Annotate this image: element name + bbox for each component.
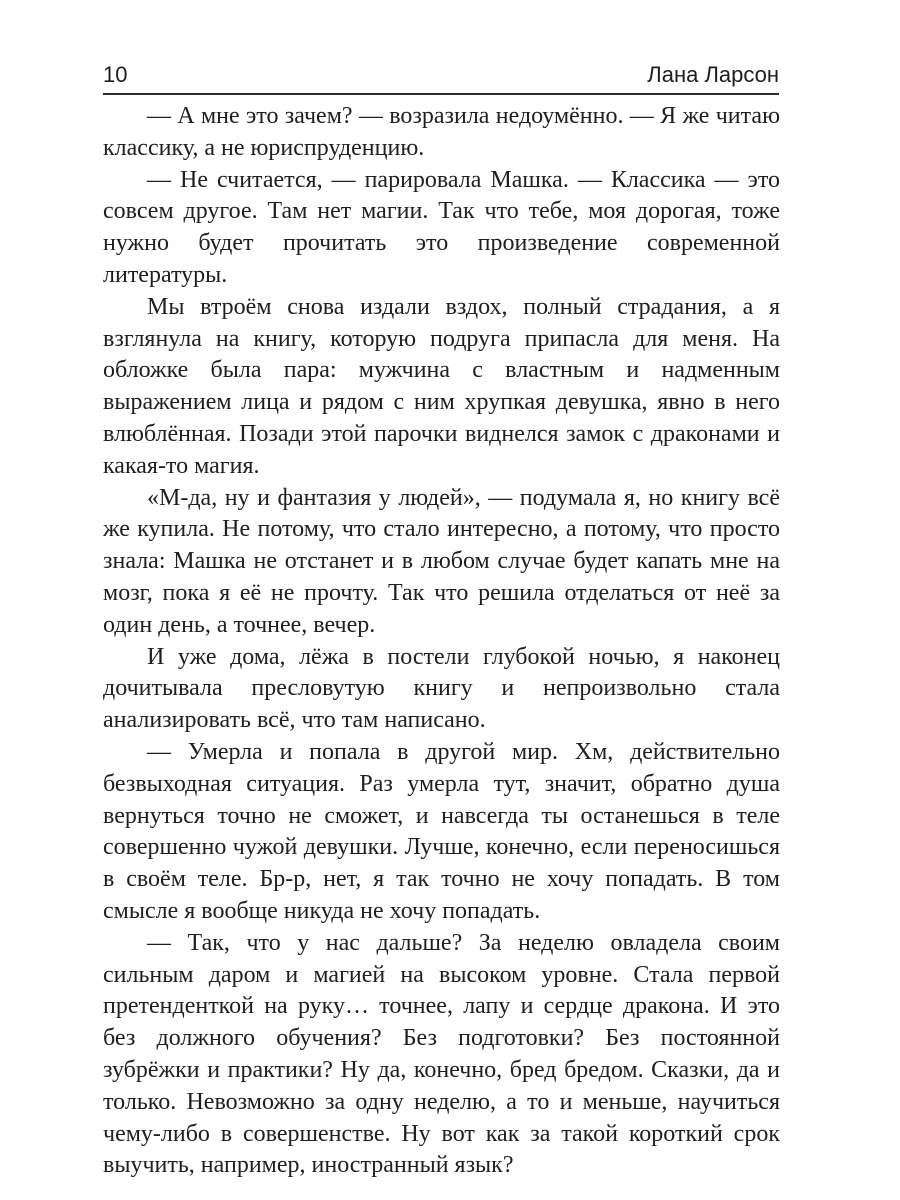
paragraph: — Так, что у нас дальше? За неделю овладела своим сильным даром и магией на высоком уровне. Стала первой претенденткой на руку… точнее, лапу и сердце дракона. И это без должного обучения? Без подготовки? Без постоянной зубрёжки и практики? Ну да, конечно, бред бредом. Сказки, да и только. Невозможно за одну неделю, а то и меньше, научиться чему-либо в совершенстве. Ну вот как за такой короткий срок выучить, например, иностранный язык? (103, 929, 780, 1179)
header-divider (103, 93, 779, 95)
paragraph: «М-да, ну и фантазия у людей», — подумала я, но книгу всё же купила. Не потому, что стало интересно, а потому, что просто знала: Машка не отстанет и в любом случае будет капать мне на мозг, пока я её не прочту. Так что решила отделаться от неё за один день, а точнее, вечер. (103, 484, 780, 638)
paragraph: Мы втроём снова издали вздох, полный страдания, а я взглянула на книгу, которую подруга припасла для меня. На обложке была пара: мужчина с властным и надменным выражением лица и рядом с ним хрупкая девушка, явно в него влюблённая. Позади этой парочки виднелся замок с драконами и какая-то магия. (103, 293, 780, 479)
paragraph: — А мне это зачем? — возразила недоумённо. — Я же читаю классику, а не юриспруденцию. (103, 103, 780, 161)
paragraph: — Умерла и попала в другой мир. Хм, действительно безвыходная ситуация. Раз умерла тут, значит, обратно душа вернуться точно не сможет, и навсегда ты останешься в теле совершенно чужой девушки. Лучше, конечно, если переносишься в своём теле. Бр-р, нет, я так точно не хочу попадать. В том смысле я вообще никуда не хочу попадать. (103, 738, 780, 924)
paragraph: — Не считается, — парировала Машка. — Классика — это совсем другое. Там нет магии. Так что тебе, моя дорогая, тоже нужно будет прочитать это произведение современной литературы. (103, 166, 780, 288)
paragraph: И уже дома, лёжа в постели глубокой ночью, я наконец дочитывала пресловутую книгу и непроизвольно стала анализировать всё, что там написано. (103, 643, 780, 734)
running-title-author: Лана Ларсон (647, 62, 779, 87)
page-header (103, 58, 779, 92)
body-text (103, 101, 780, 1182)
page-number: 10 (103, 62, 128, 87)
